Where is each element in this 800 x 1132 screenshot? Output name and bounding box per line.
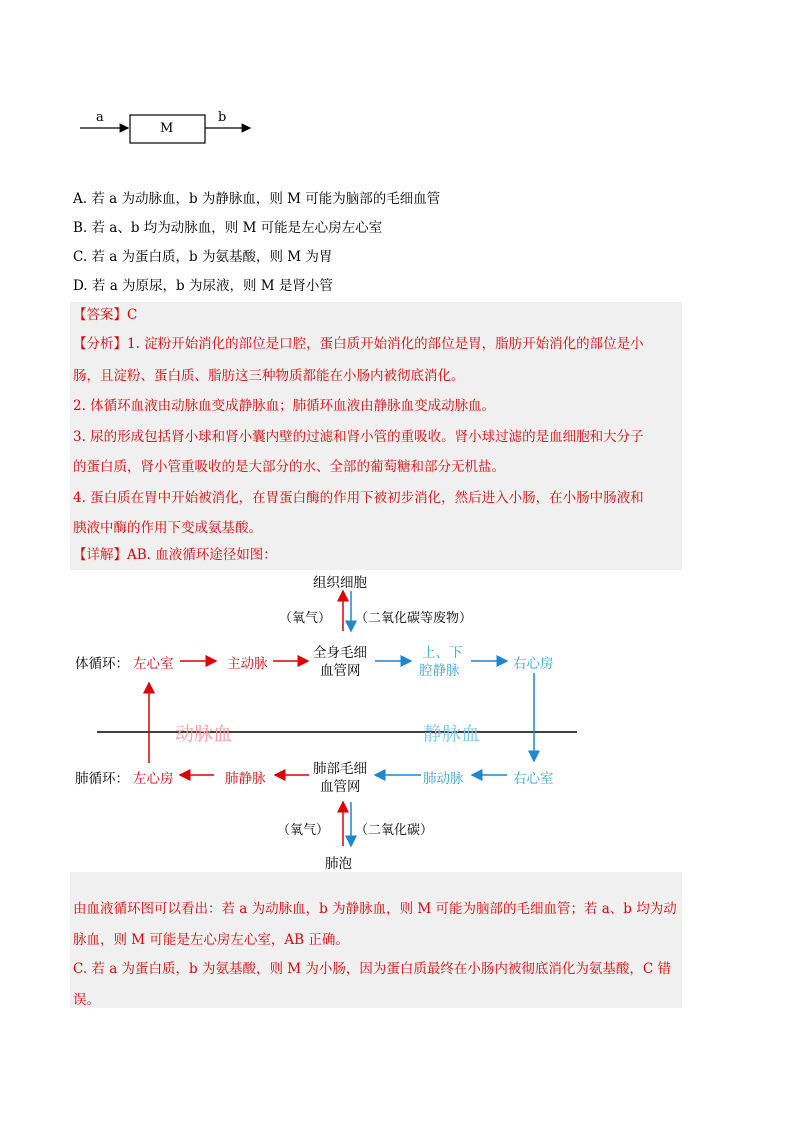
- alveoli: 肺泡: [325, 856, 352, 872]
- lung-capillary-2: 血管网: [320, 779, 361, 795]
- detail-tag: 【详解】: [73, 547, 127, 563]
- left-ventricle: 左心室: [133, 656, 174, 672]
- tissue-cell: 组织细胞: [313, 575, 367, 591]
- lung-capillary-1: 肺部毛细: [313, 761, 367, 777]
- analysis-text-1: 1. 淀粉开始消化的部位是口腔，蛋白质开始消化的部位是胃，脂肪开始消化的部位是小: [127, 336, 644, 352]
- answer-tag: 【答案】: [73, 307, 127, 323]
- pulmonary-vein: 肺静脉: [225, 771, 266, 787]
- flow-diagram: [78, 108, 258, 148]
- option-d: D. 若 a 为原尿，b 为尿液，则 M 是肾小管: [73, 278, 333, 294]
- analysis-line-7: 胰液中酶的作用下变成氨基酸。: [73, 520, 262, 536]
- analysis-line-5: 的蛋白质，肾小管重吸收的是大部分的水、全部的葡萄糖和部分无机盐。: [73, 459, 505, 475]
- option-a: A. 若 a 为动脉血，b 为静脉血，则 M 可能为脑部的毛细血管: [73, 191, 441, 207]
- analysis-line-4: 3. 尿的形成包括肾小球和肾小囊内壁的过滤和肾小管的重吸收。肾小球过滤的是血细胞和大分子: [73, 429, 644, 445]
- pulmonary-artery: 肺动脉: [423, 771, 464, 787]
- vena-cava-2: 腔静脉: [419, 663, 460, 679]
- right-atrium: 右心房: [513, 656, 554, 672]
- co2-bottom: （二氧化碳）: [355, 823, 434, 838]
- option-b: B. 若 a、b 均为动脉血，则 M 可能是左心房左心室: [73, 220, 383, 236]
- venous-blood: 静脉血: [423, 723, 481, 745]
- pulmonary-label: 肺循环：: [75, 771, 129, 787]
- analysis-line-3: 2. 体循环血液由动脉血变成静脉血；肺循环血液由静脉血变成动脉血。: [73, 398, 496, 414]
- oxygen-bottom: （氧气）: [277, 823, 330, 838]
- vena-cava-1: 上、下: [422, 645, 463, 661]
- aorta: 主动脉: [227, 656, 268, 672]
- detail-after-2: 脉血，则 M 可能是左心房左心室，AB 正确。: [73, 932, 349, 948]
- analysis-line-2: 肠，且淀粉、蛋白质、脂肪这三种物质都能在小肠内被彻底消化。: [73, 368, 465, 384]
- body-capillary-2: 血管网: [320, 663, 361, 679]
- analysis-line-6: 4. 蛋白质在胃中开始被消化，在胃蛋白酶的作用下被初步消化，然后进入小肠，在小肠中肠液和: [73, 490, 644, 506]
- detail-after-4: 误。: [73, 992, 100, 1008]
- body-capillary-1: 全身毛细: [313, 645, 367, 661]
- output-label: b: [218, 110, 227, 125]
- co2-waste: （二氧化碳等废物）: [355, 611, 473, 626]
- detail-after-3: C. 若 a 为蛋白质，b 为氨基酸，则 M 为小肠，因为蛋白质最终在小肠内被彻底消化为氨基酸，C 错: [73, 961, 672, 977]
- box-label: M: [160, 121, 174, 136]
- left-atrium: 左心房: [133, 771, 174, 787]
- oxygen-top: （氧气）: [279, 611, 332, 626]
- analysis-tag: 【分析】: [73, 336, 127, 352]
- arterial-blood: 动脉血: [175, 723, 233, 745]
- analysis-line-1: [73, 334, 644, 354]
- answer-value: C: [127, 307, 138, 323]
- right-ventricle: 右心室: [513, 771, 554, 787]
- detail-line: [73, 545, 277, 565]
- answer-line: [73, 305, 137, 325]
- detail-intro: AB. 血液循环途径如图：: [127, 547, 277, 563]
- systemic-label: 体循环：: [75, 656, 129, 672]
- circulation-diagram: [73, 571, 577, 872]
- detail-after-1: 由血液循环图可以看出：若 a 为动脉血，b 为静脉血，则 M 可能为脑部的毛细血管；若 a、b 均为动: [73, 901, 677, 917]
- input-label: a: [96, 110, 104, 125]
- option-c: C. 若 a 为蛋白质，b 为氨基酸，则 M 为胃: [73, 249, 333, 265]
